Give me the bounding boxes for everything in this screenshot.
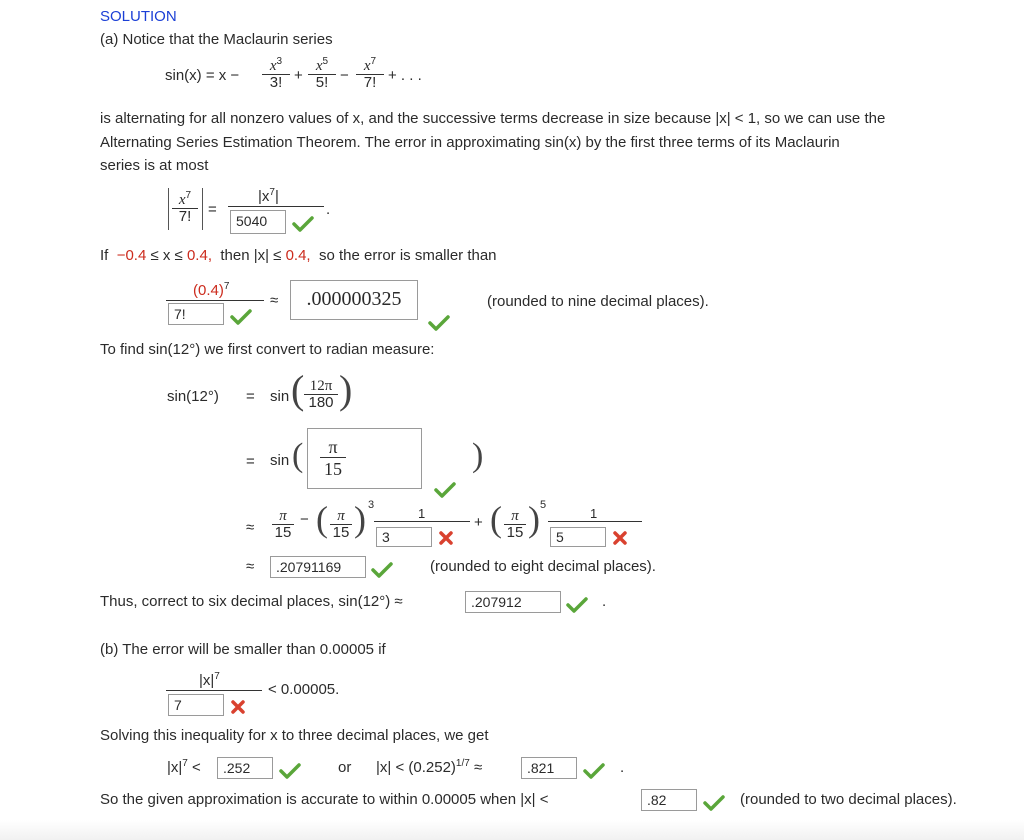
abs-bar-right: [202, 188, 203, 230]
if-line: If −0.4 ≤ x ≤ 0.4, then |x| ≤ 0.4, so the error is smaller than: [100, 247, 497, 264]
left-paren: (: [316, 499, 328, 539]
round-eight-note: (rounded to eight decimal places).: [430, 558, 656, 575]
cross-icon: [230, 699, 246, 715]
frac-12pi-180: 12π 180: [304, 378, 338, 411]
para-line-1: is alternating for all nonzero values of x, and the successive terms decrease in size because |x| < 1, so we can use the: [100, 110, 886, 127]
cross-icon: [612, 530, 628, 546]
fraction-bar: [548, 521, 642, 522]
fraction-bar: [228, 206, 324, 207]
para-line-2: Alternating Series Estimation Theorem. The error in approximating sin(x) by the first three terms of its Maclaurin: [100, 134, 840, 151]
round-nine-note: (rounded to nine decimal places).: [487, 293, 709, 310]
series-lhs: sin(x) = x −: [165, 67, 240, 84]
solution-heading: SOLUTION: [100, 8, 177, 25]
period: .: [602, 593, 607, 610]
final-text: So the given approximation is accurate to within 0.00005 when |x| <: [100, 791, 549, 808]
fraction-bar: [374, 521, 470, 522]
answer-82-field[interactable]: .82: [641, 789, 697, 811]
error-fraction: $x^7$ 7!: [172, 192, 198, 225]
check-icon: [434, 481, 456, 499]
ineq-rhs: < 0.00005.: [268, 681, 340, 698]
answer-5-field[interactable]: 5: [550, 527, 606, 547]
series-term-7: $x^7$ 7!: [356, 58, 384, 91]
part-b-intro: (b) The error will be smaller than 0.00005 if: [100, 641, 386, 658]
op-plus-dots: + . . .: [388, 67, 422, 84]
minus-sign: −: [300, 511, 309, 528]
bottom-shade: [0, 820, 1024, 840]
equals-sign: =: [208, 201, 217, 218]
answer-pi-15-field[interactable]: π 15: [307, 428, 422, 489]
solving-text: Solving this inequality for x to three decimal places, we get: [100, 727, 489, 744]
answer-821-field[interactable]: .821: [521, 757, 577, 779]
bound-numerator: $(0.4)^7$: [193, 281, 230, 299]
period: .: [326, 201, 331, 218]
check-icon: [371, 561, 393, 579]
right-paren: ): [354, 499, 366, 539]
radian-text: To find sin(12°) we first convert to radian measure:: [100, 341, 435, 358]
left-paren: (: [490, 499, 502, 539]
equals-sign: =: [246, 388, 255, 405]
answer-7fact-field[interactable]: 7!: [168, 303, 224, 325]
right-paren: ): [339, 367, 353, 412]
frac-pi-15: π 15: [330, 508, 352, 541]
series-term-5: $x^5$ 5!: [308, 58, 336, 91]
exponent-5: 5: [540, 499, 547, 511]
or-text: or: [338, 759, 352, 776]
check-icon: [428, 314, 450, 332]
approx-sign: ≈: [270, 292, 279, 309]
sin12-lhs: sin(12°): [167, 388, 219, 405]
answer-den-field[interactable]: 7: [168, 694, 224, 716]
fraction-bar: [166, 690, 262, 691]
lhs-root: $|x| < (0.252)^{1/7}$ ≈: [376, 758, 483, 776]
answer-approx-field[interactable]: .20791169: [270, 556, 366, 578]
period: .: [620, 759, 625, 776]
approx-sign: ≈: [246, 558, 255, 575]
answer-252-field[interactable]: .252: [217, 757, 273, 779]
answer-error-field[interactable]: .000000325: [290, 280, 418, 320]
one-over-5: 1: [590, 506, 598, 521]
exponent-3: 3: [368, 499, 375, 511]
error-numerator: $|x^7|$: [258, 187, 279, 205]
right-paren: ): [472, 437, 484, 474]
check-icon: [583, 762, 605, 780]
check-icon: [292, 215, 314, 233]
bound-fraction-bar: [166, 300, 264, 301]
para-line-3: series is at most: [100, 157, 209, 174]
plus-sign: +: [474, 514, 483, 531]
check-icon: [703, 794, 725, 812]
check-icon: [279, 762, 301, 780]
left-paren: (: [292, 437, 304, 474]
check-icon: [566, 596, 588, 614]
series-term-3: $x^3$ 3!: [262, 58, 290, 91]
sin-label: sin: [270, 452, 290, 469]
answer-3-field[interactable]: 3: [376, 527, 432, 547]
left-paren: (: [291, 367, 305, 412]
right-paren: ): [528, 499, 540, 539]
frac-pi-15: π 15: [504, 508, 526, 541]
check-icon: [230, 308, 252, 326]
ineq-numerator: $|x|^7$: [199, 671, 220, 689]
op-plus: +: [294, 67, 303, 84]
op-minus: −: [340, 67, 349, 84]
part-a-intro: (a) Notice that the Maclaurin series: [100, 31, 333, 48]
approx-sign: ≈: [246, 519, 255, 536]
sin-label: sin: [270, 388, 290, 405]
lhs-x7: $|x|^7$ <: [167, 758, 201, 776]
round-two-note: (rounded to two decimal places).: [740, 791, 957, 808]
frac-pi-15: π 15: [272, 508, 294, 541]
answer-final-field[interactable]: .207912: [465, 591, 561, 613]
thus-text: Thus, correct to six decimal places, sin(12°) ≈: [100, 593, 403, 610]
cross-icon: [438, 530, 454, 546]
abs-bar-left: [168, 188, 169, 230]
equals-sign: =: [246, 453, 255, 470]
answer-5040-field[interactable]: 5040: [230, 210, 286, 234]
